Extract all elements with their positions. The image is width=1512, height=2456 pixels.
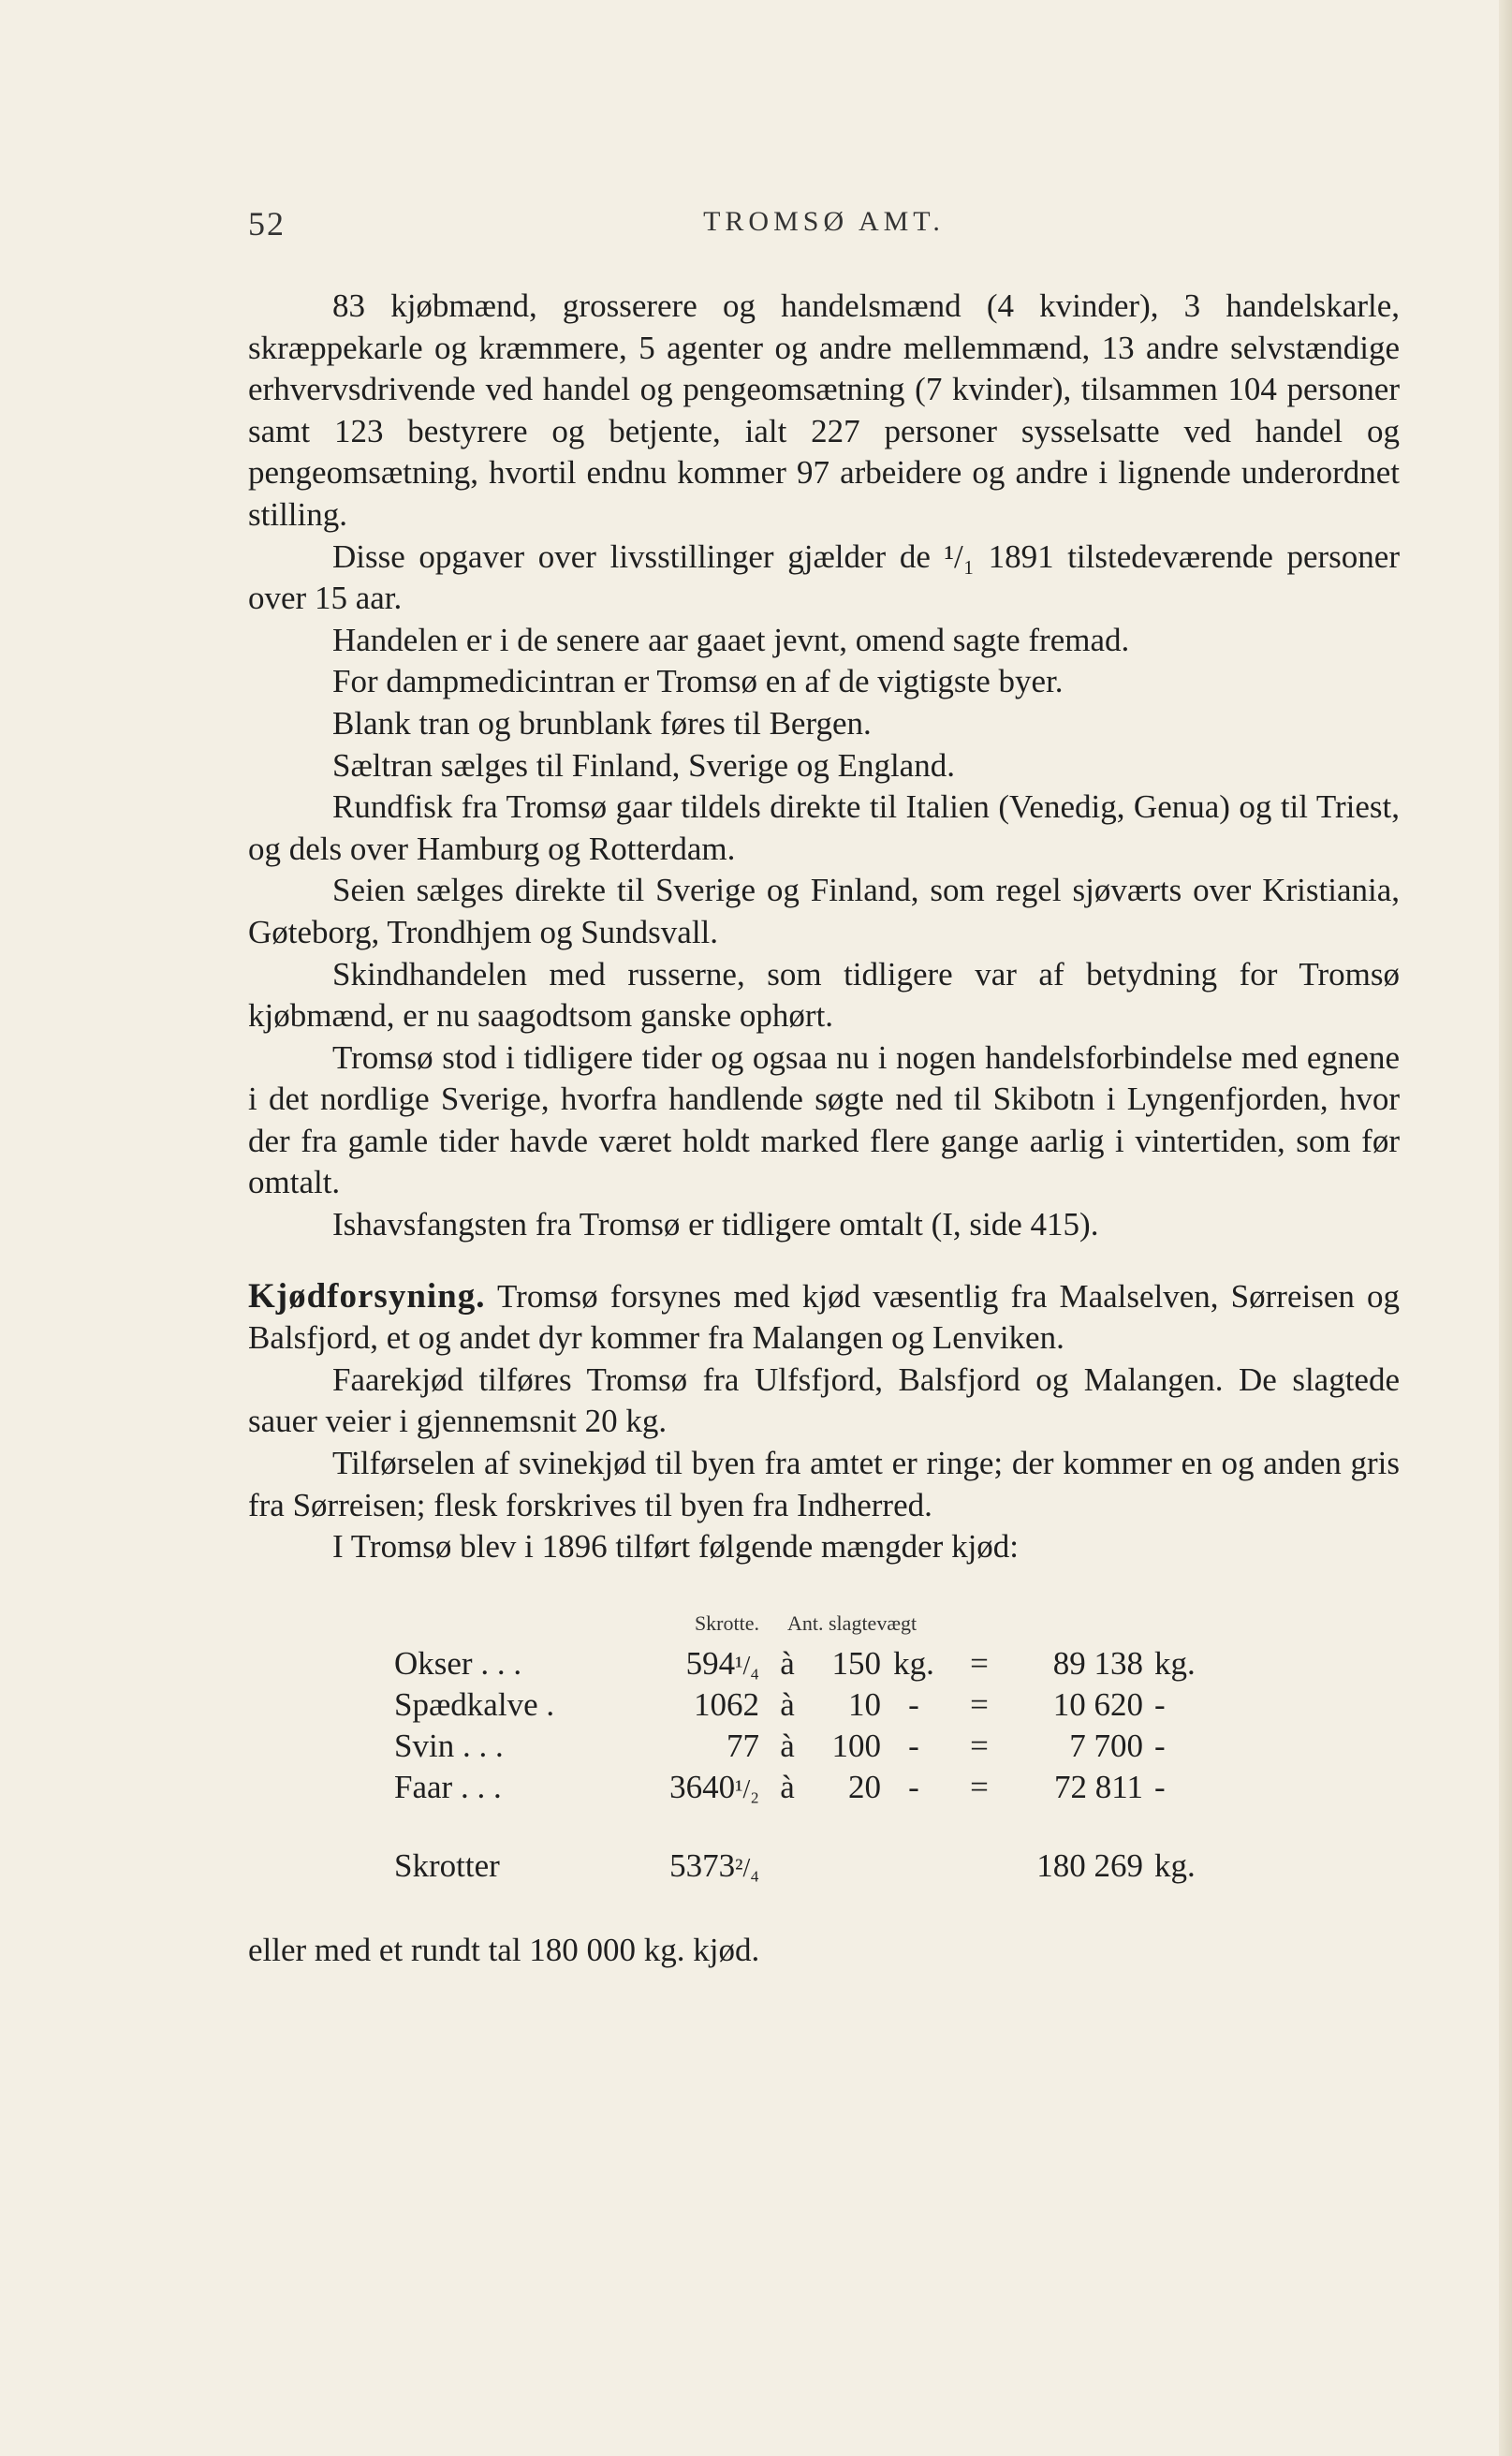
row-equals: =: [970, 1768, 989, 1805]
row-label: Faar . . .: [394, 1768, 502, 1805]
row-weight: 100: [831, 1727, 881, 1764]
paragraph: Disse opgaver over livsstillinger gjælder de ¹/₁ 1891 tilstedeværende personer over 15 aar.: [248, 537, 1400, 617]
row-label: Okser . . .: [394, 1644, 522, 1682]
row-label: Svin . . .: [394, 1727, 504, 1764]
row-unit: -: [908, 1685, 919, 1723]
row-total: 89 138: [1052, 1644, 1143, 1682]
paragraph: For dampmedicintran er Tromsø en af de vigtigste byer.: [332, 663, 1064, 700]
meat-supply-table: [394, 1593, 1211, 1885]
paragraph: Seien sælges direkte til Sverige og Finland, som regel sjøværts over Kristiania, Gøteborg, Trondhjem og Sundsvall.: [248, 872, 1400, 950]
row-unit: -: [908, 1727, 919, 1764]
paragraph: Ishavsfangsten fra Tromsø er tidligere omtalt (I, side 415).: [332, 1206, 1099, 1243]
paragraph: Tilførselen af svinekjød til byen fra amtet er ringe; der kommer en og anden gris fra Sørreisen; flesk forskrives til byen fra Indherred.: [248, 1445, 1400, 1523]
row-total: 7 700: [1069, 1727, 1143, 1764]
table-row: [394, 1765, 1211, 1806]
running-head: TROMSØ AMT.: [703, 206, 945, 237]
closing-paragraph: eller med et rundt tal 180 000 kg. kjød.: [248, 1931, 760, 1968]
column-header-slagtevaegt: Ant. slagtevægt: [787, 1610, 917, 1635]
section-heading: Kjødforsyning.: [248, 1276, 486, 1316]
paragraph: Handelen er i de senere aar gaaet jevnt, omend sagte fremad.: [332, 621, 1130, 658]
paragraph: Sæltran sælges til Finland, Sverige og England.: [332, 746, 955, 784]
row-total-unit: -: [1154, 1768, 1166, 1805]
paragraph: Rundfisk fra Tromsø gaar tildels direkte til Italien (Venedig, Genua) og til Triest, og dels over Hamburg og Rotterdam.: [248, 788, 1400, 867]
row-a: à: [780, 1685, 795, 1723]
row-label: Spædkalve .: [394, 1685, 555, 1723]
paragraph: Tromsø stod i tidligere tider og ogsaa nu i nogen handelsforbindelse med egnene i det nordlige Sverige, hvorfra handlende søgte ned til Skibotn i Lyngenfjorden, hvor der fra gamle tider havde været holdt marked flere gange aarlig i vintertiden, som før omtalt.: [248, 1038, 1400, 1201]
paragraph: Faarekjød tilføres Tromsø fra Ulfsfjord, Balsfjord og Malangen. De slagtede sauer veier i gjennemsnit 20 kg.: [248, 1360, 1400, 1440]
row-equals: =: [970, 1685, 989, 1723]
row-weight: 150: [831, 1644, 881, 1682]
row-total-unit: -: [1154, 1727, 1166, 1764]
page-number: 52: [248, 205, 286, 243]
row-weight: 10: [848, 1685, 881, 1723]
table-total-row: [394, 1844, 1211, 1885]
row-a: à: [780, 1644, 795, 1682]
row-count: 77: [727, 1727, 759, 1764]
row-count: 3640¹/₂: [669, 1768, 759, 1805]
row-unit: -: [908, 1768, 919, 1805]
row-weight: 20: [848, 1768, 881, 1805]
row-total: 10 620: [1052, 1685, 1143, 1723]
page-edge: [1499, 0, 1512, 2456]
section-lead-text: Tromsø forsynes med kjød væsentlig fra Maalselven, Sørreisen og Balsfjord, et og andet dyr kommer fra Malangen og Lenviken.: [248, 1277, 1400, 1357]
total-label: Skrotter: [394, 1846, 500, 1884]
row-total-unit: -: [1154, 1685, 1166, 1723]
total-count: 5373²/₄: [669, 1846, 759, 1884]
paragraph: Skindhandelen med russerne, som tidligere var af betydning for Tromsø kjøbmænd, er nu saagodtsom ganske ophørt.: [248, 955, 1400, 1035]
total-weight: 180 269: [1036, 1846, 1143, 1884]
row-total-unit: kg.: [1154, 1644, 1196, 1682]
row-equals: =: [970, 1727, 989, 1764]
table-column-headers: [394, 1593, 1211, 1641]
section-lead-paragraph: [248, 1276, 1400, 1360]
table-row: [394, 1641, 1211, 1683]
column-header-skrotte: Skrotte.: [694, 1610, 759, 1635]
table-row: [394, 1683, 1211, 1724]
total-unit: kg.: [1154, 1846, 1196, 1884]
row-a: à: [780, 1727, 795, 1764]
row-a: à: [780, 1768, 795, 1805]
paragraph: 83 kjøbmænd, grosserere og handelsmænd (4 kvinder), 3 handelskarle, skræppekarle og kræmmere, 5 agenter og andre mellemmænd, 13 andre selvstændige erhvervsdrivende ved handel og pengeomsætning (7 kvinder), tilsammen 104 personer samt 123 bestyrere og betjente, ialt 227 personer sysselsatte ved handel og pengeomsætning, hvortil endnu kommer 97 arbeidere og andre i lignende underordnet stilling.: [248, 287, 1400, 533]
row-equals: =: [970, 1644, 989, 1682]
paragraph: I Tromsø blev i 1896 tilført følgende mængder kjød:: [332, 1528, 1020, 1566]
page-header: [248, 204, 1400, 251]
paragraph: Blank tran og brunblank føres til Bergen.: [332, 704, 872, 742]
row-total: 72 811: [1054, 1768, 1143, 1805]
row-unit: kg.: [893, 1644, 934, 1682]
table-row: [394, 1724, 1211, 1765]
row-count: 594¹/₄: [685, 1644, 759, 1682]
row-count: 1062: [694, 1685, 759, 1723]
page-body: [248, 286, 1400, 1971]
